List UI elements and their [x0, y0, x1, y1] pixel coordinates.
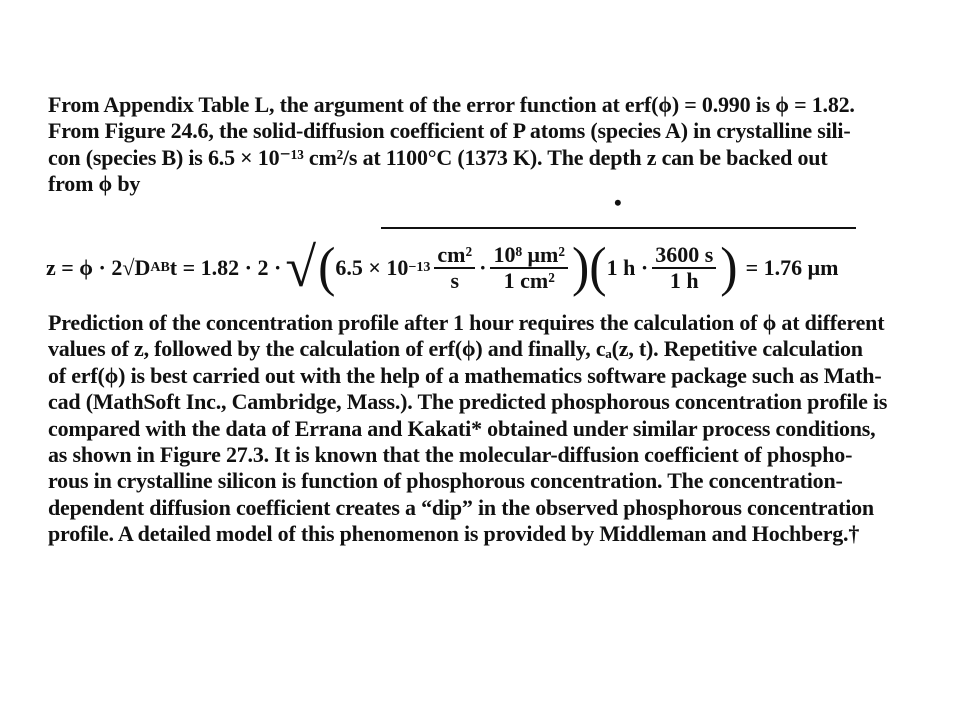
- paragraph-2-line: of erf(ϕ) is best carried out with the help of a mathematics software package such as Math-: [48, 362, 882, 388]
- right-paren-icon: ): [720, 237, 738, 298]
- stray-dot-mark: •: [614, 190, 622, 215]
- right-paren-icon: ): [571, 237, 590, 298]
- paragraph-1: [48, 92, 928, 198]
- paragraph-2-line: rous in crystalline silicon is function of phosphorous concentration. The concentration-: [48, 468, 843, 494]
- equation-lhs: z = ϕ · 2√D: [46, 255, 151, 280]
- paragraph-2-line: cad (MathSoft Inc., Cambridge, Mass.). The predicted phosphorous concentration profile is: [48, 389, 888, 415]
- equation-result: = 1.76 μm: [745, 255, 839, 280]
- paragraph-2-line: values of z, followed by the calculation of erf(ϕ) and finally, cₐ(z, t). Repetitive calculation: [48, 336, 863, 362]
- paragraph-2-line: as shown in Figure 27.3. It is known that the molecular-diffusion coefficient of phospho-: [48, 442, 853, 468]
- fraction-1-denominator: s: [450, 268, 460, 293]
- paragraph-1-line: From Figure 24.6, the solid-diffusion coefficient of P atoms (species A) in crystalline sili-: [48, 118, 851, 144]
- paragraph-1-line: From Appendix Table L, the argument of the error function at erf(ϕ) = 0.990 is ϕ = 1.82.: [48, 92, 855, 117]
- paragraph-1-line: con (species B) is 6.5 × 10⁻¹³ cm²/s at 1100°C (1373 K). The depth z can be backed out: [48, 144, 828, 170]
- paragraph-2-line: profile. A detailed model of this phenomenon is provided by Middleman and Hochberg.†: [48, 521, 860, 547]
- left-paren-icon: (: [589, 237, 607, 298]
- sqrt-sign-icon: √: [285, 237, 317, 299]
- sqrt-overbar: [381, 227, 856, 229]
- dot-operator: ·: [479, 255, 487, 280]
- equation-row: [46, 237, 839, 299]
- paragraph-2-line: compared with the data of Errana and Kakati* obtained under similar process conditions,: [48, 415, 876, 441]
- fraction-3-numerator: 3600 s: [652, 243, 716, 269]
- depth-equation: [46, 218, 926, 298]
- paragraph-2-line: Prediction of the concentration profile after 1 hour requires the calculation of ϕ at different: [48, 310, 885, 335]
- equation-lhs-subscript: AB: [150, 260, 170, 275]
- fraction-1-numerator: cm²: [434, 243, 475, 269]
- fraction-2-denominator: 1 cm²: [503, 268, 555, 293]
- fraction-units-1: [434, 243, 475, 293]
- coefficient: 6.5 × 10: [335, 255, 409, 280]
- fraction-units-3: [652, 243, 716, 293]
- fraction-3-denominator: 1 h: [669, 268, 699, 293]
- left-paren-icon: (: [318, 237, 336, 298]
- fraction-2-numerator: 10⁸ μm²: [490, 243, 568, 269]
- equation-lhs-tail: t = 1.82 · 2 ·: [169, 255, 282, 280]
- time-term: 1 h ·: [606, 255, 649, 280]
- paragraph-2-line: dependent diffusion coefficient creates a “dip” in the observed phosphorous concentration: [48, 494, 874, 520]
- paragraph-2: [48, 310, 928, 548]
- fraction-units-2: [490, 243, 568, 293]
- coefficient-exponent: −13: [408, 260, 431, 275]
- paragraph-1-line: from ϕ by: [48, 171, 141, 197]
